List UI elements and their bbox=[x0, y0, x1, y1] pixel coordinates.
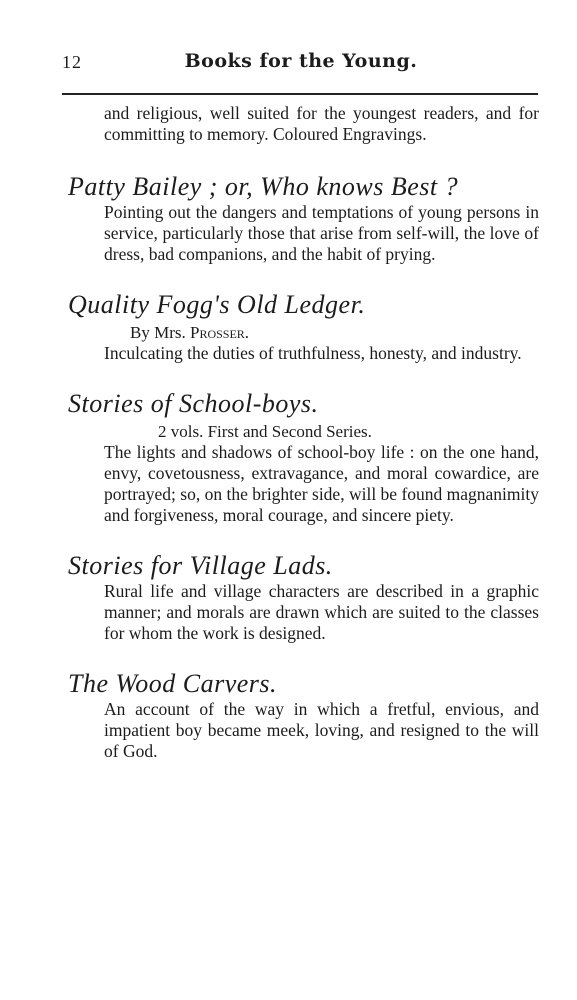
entry-the-wood-carvers bbox=[0, 669, 577, 762]
entry-stories-for-village-lads bbox=[0, 551, 577, 644]
entry-description: The lights and shadows of school-boy life : on the one hand, envy, covetousness, extravagance, and moral cowardice, are portrayed; so, on the brighter side, will be found magnanimity and forgiveness, moral courage, and sincere piety. bbox=[104, 442, 539, 525]
entry-patty-bailey bbox=[0, 172, 577, 265]
entry-quality-fogg bbox=[0, 290, 577, 364]
running-head bbox=[62, 50, 540, 80]
author-prefix: By Mrs. bbox=[130, 323, 186, 342]
entry-title: Patty Bailey ; or, Who knows Best ? bbox=[68, 172, 459, 201]
entry-title: Stories of School-boys. bbox=[68, 389, 319, 418]
entry-note: 2 vols. First and Second Series. bbox=[158, 422, 372, 441]
entry-title: Stories for Village Lads. bbox=[68, 551, 333, 580]
entry-description: Inculcating the duties of truthfulness, honesty, and industry. bbox=[104, 343, 522, 363]
continuation-text: and religious, well suited for the youngest readers, and for committing to memory. Coloured Engravings. bbox=[104, 103, 539, 144]
entry-title: Quality Fogg's Old Ledger. bbox=[68, 290, 366, 319]
entry-author bbox=[0, 322, 577, 343]
entry-description: An account of the way in which a fretful, envious, and impatient boy became meek, loving, and resigned to the will of God. bbox=[104, 699, 539, 761]
entry-title: The Wood Carvers. bbox=[68, 669, 278, 698]
page-content bbox=[0, 103, 577, 762]
author-name: Prosser. bbox=[189, 323, 250, 342]
entry-stories-of-school-boys bbox=[0, 389, 577, 526]
header-rule bbox=[62, 93, 538, 95]
entry-description: Rural life and village characters are described in a graphic manner; and morals are drawn which are suited to the classes for whom the work is designed. bbox=[104, 581, 539, 643]
entry-description: Pointing out the dangers and temptations of young persons in service, particularly those that arise from self-will, the love of dress, bad companions, and the habit of prying. bbox=[104, 202, 539, 264]
running-title: Books for the Young. bbox=[184, 50, 418, 72]
page-number: 12 bbox=[62, 52, 82, 72]
